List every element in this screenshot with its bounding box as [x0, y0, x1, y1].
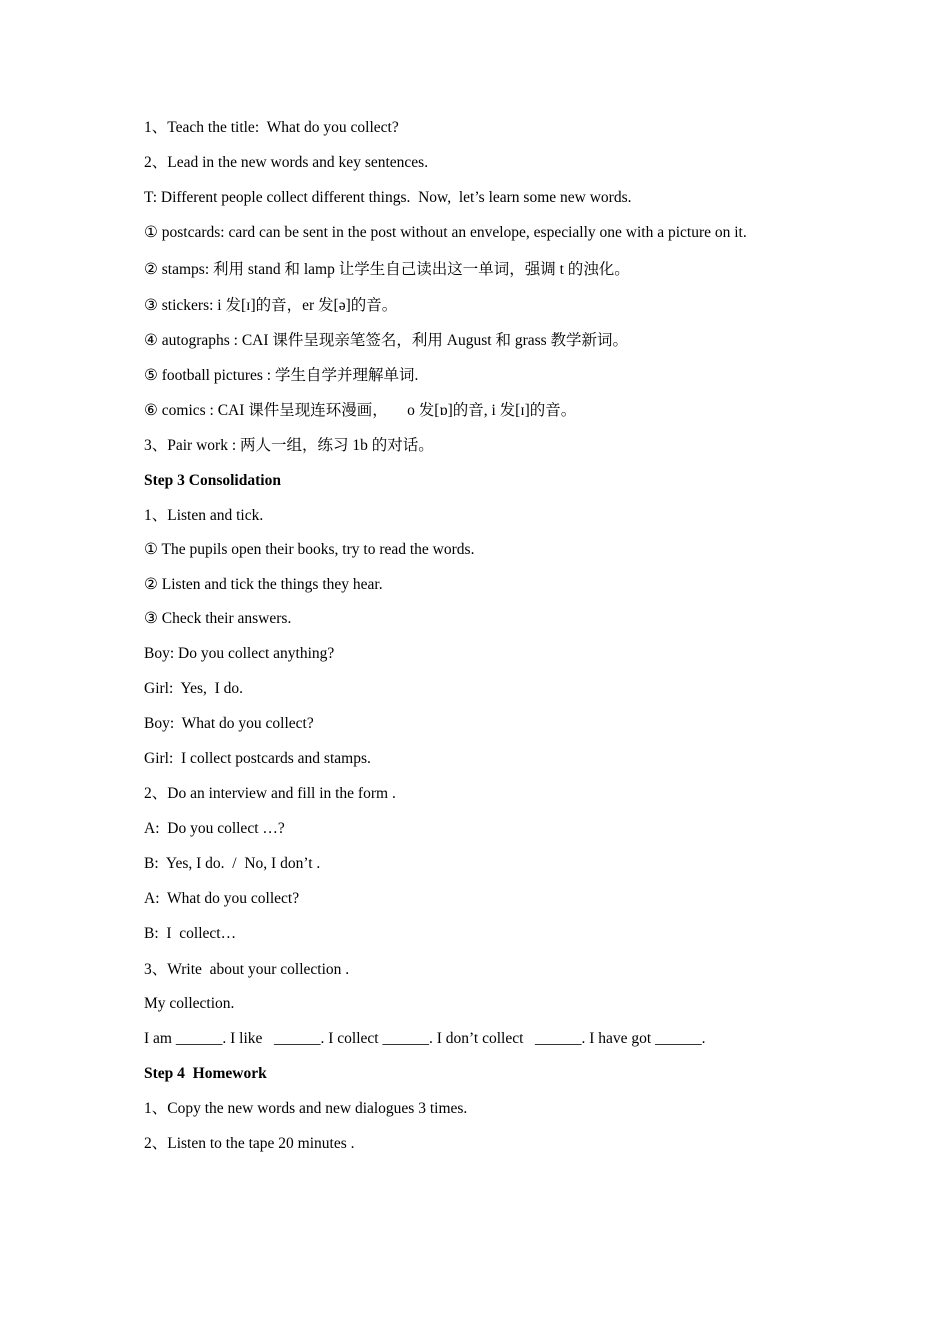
pupils-open-books-line: ① The pupils open their books, try to read the words. [144, 541, 475, 558]
step3-heading: Step 3 Consolidation [144, 472, 281, 489]
my-collection-line: My collection. [144, 995, 235, 1012]
dialogue-b-2: B: I collect… [144, 925, 237, 942]
fill-in-blanks-line: I am ______. I like ______. I collect ______. I don’t collect ______. I have got ______. [144, 1030, 706, 1047]
dialogue-a-2: A: What do you collect? [144, 890, 300, 907]
dialogue-a-1: A: Do you collect …? [144, 820, 285, 837]
pair-work-line: 3、Pair work : 两人一组，练习 1b 的对话。 [144, 437, 434, 454]
listen-tick-things-line: ② Listen and tick the things they hear. [144, 576, 383, 593]
check-answers-line: ③ Check their answers. [144, 610, 292, 627]
teacher-intro-line: T: Different people collect different things. Now, let’s learn some new words. [144, 189, 632, 206]
dialogue-girl-2: Girl: I collect postcards and stamps. [144, 750, 371, 767]
dialogue-boy-2: Boy: What do you collect? [144, 715, 314, 732]
vocab-football-pictures: ⑤ football pictures : 学生自学并理解单词. [144, 367, 419, 384]
dialogue-girl-1: Girl: Yes, I do. [144, 680, 244, 697]
write-collection-line: 3、Write about your collection . [144, 961, 350, 978]
teach-title-line: 1、Teach the title: What do you collect? [144, 119, 399, 136]
vocab-stamps: ② stamps: 利用 stand 和 lamp 让学生自己读出这一单词，强调 t 的浊化。 [144, 261, 630, 278]
homework-item-2: 2、Listen to the tape 20 minutes . [144, 1135, 355, 1152]
step4-heading: Step 4 Homework [144, 1065, 267, 1082]
vocab-postcards: ① postcards: card can be sent in the post without an envelope, especially one with a picture on it. [144, 224, 747, 241]
homework-item-1: 1、Copy the new words and new dialogues 3 times. [144, 1100, 468, 1117]
vocab-autographs: ④ autographs : CAI 课件呈现亲笔签名，利用 August 和 grass 教学新词。 [144, 332, 629, 349]
interview-line: 2、Do an interview and fill in the form . [144, 785, 396, 802]
lead-in-line: 2、Lead in the new words and key sentences. [144, 154, 429, 171]
listen-tick-line: 1、Listen and tick. [144, 507, 264, 524]
dialogue-boy-1: Boy: Do you collect anything? [144, 645, 335, 662]
vocab-comics: ⑥ comics : CAI 课件呈现连环漫画， o 发[ɒ]的音, i 发[ɪ]的音。 [144, 402, 577, 419]
vocab-stickers: ③ stickers: i 发[ɪ]的音，er 发[ə]的音。 [144, 297, 398, 314]
dialogue-b-1: B: Yes, I do. / No, I don’t . [144, 855, 321, 872]
